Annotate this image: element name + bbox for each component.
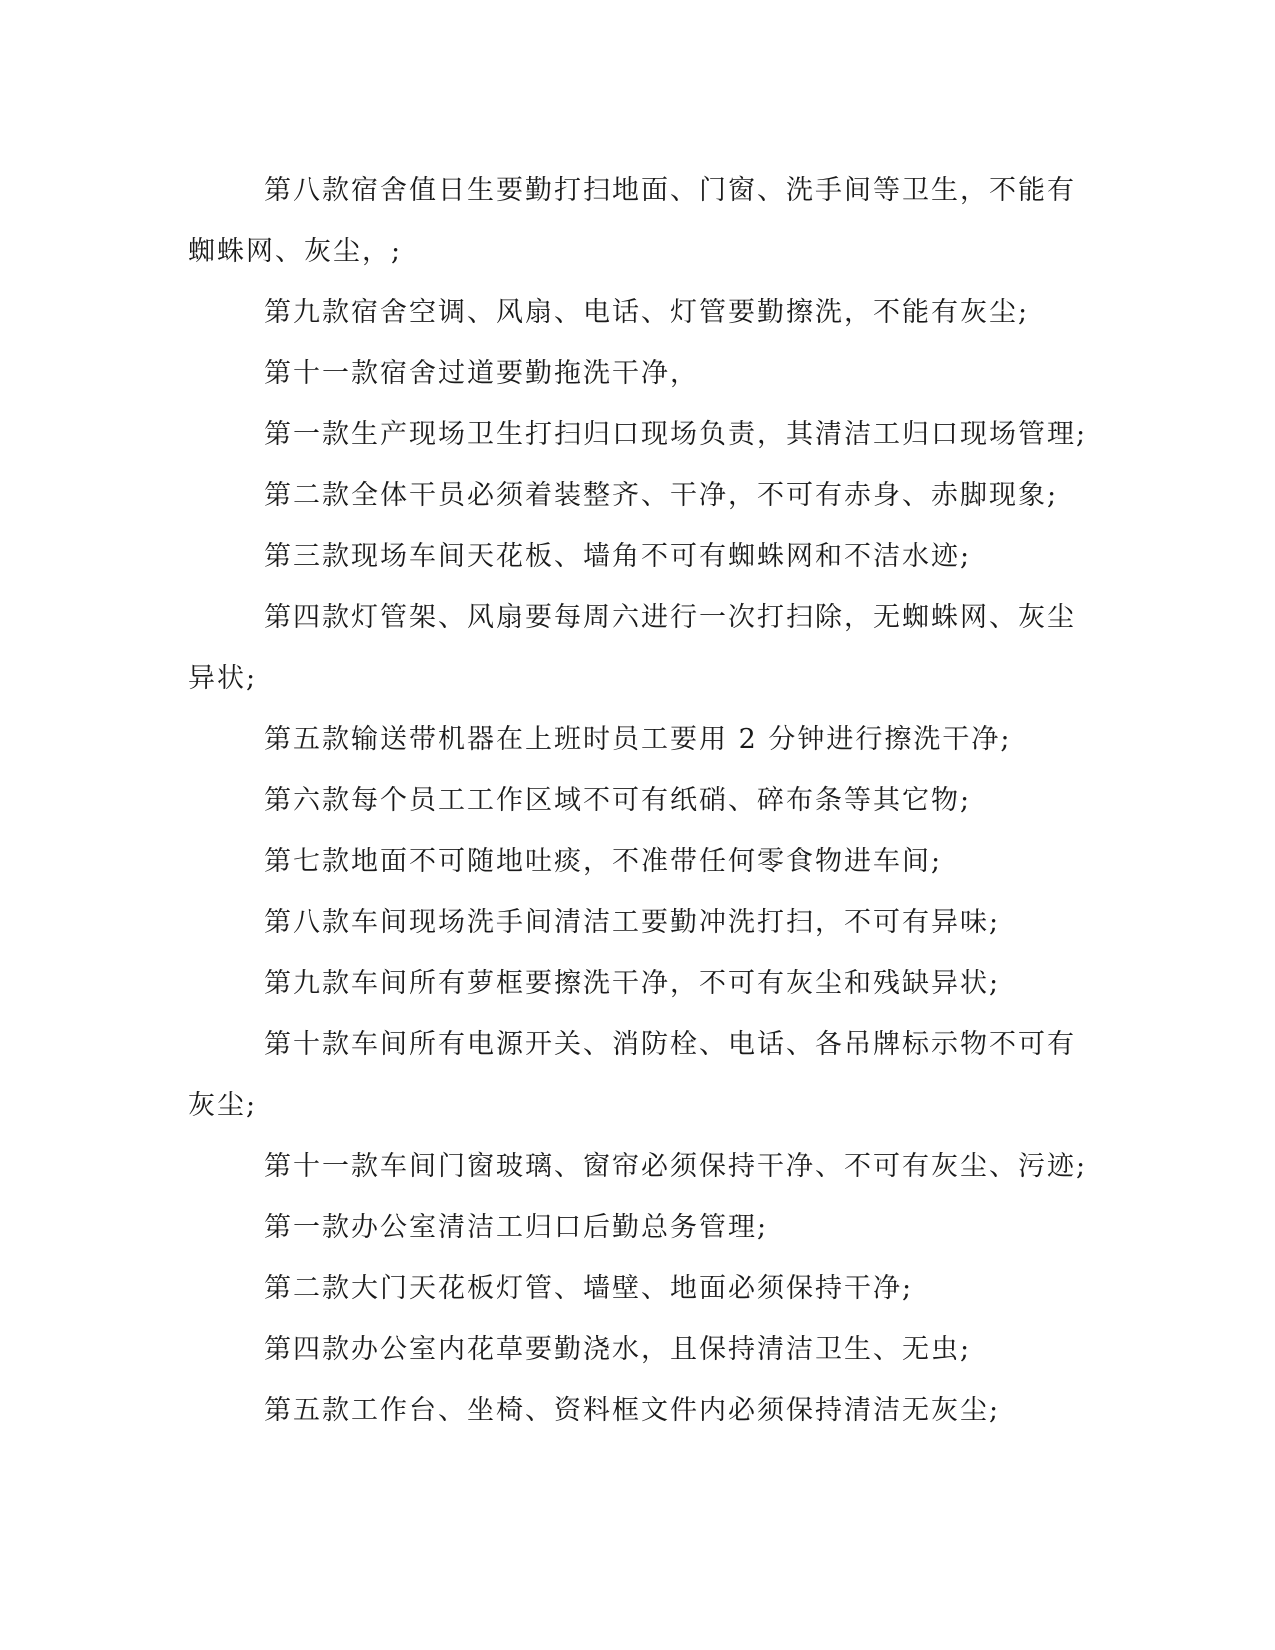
paragraph-16: 第二款大门天花板灯管、墙壁、地面必须保持干净; xyxy=(264,1273,914,1304)
paragraph-9: 第六款每个员工工作区域不可有纸硝、碎布条等其它物; xyxy=(264,785,972,816)
paragraph-5: 第二款全体干员必须着装整齐、干净，不可有赤身、赤脚现象; xyxy=(264,480,1059,511)
paragraph-2: 第九款宿舍空调、风扇、电话、灯管要勤擦洗，不能有灰尘; xyxy=(264,297,1030,328)
paragraph-4: 第一款生产现场卫生打扫归口现场负责，其清洁工归口现场管理; xyxy=(264,419,1088,450)
paragraph-15: 第一款办公室清洁工归口后勤总务管理; xyxy=(264,1212,769,1243)
paragraph-17: 第四款办公室内花草要勤浇水，且保持清洁卫生、无虫; xyxy=(264,1334,972,1365)
paragraph-6: 第三款现场车间天花板、墙角不可有蜘蛛网和不洁水迹; xyxy=(264,541,972,572)
paragraph-11: 第八款车间现场洗手间清洁工要勤冲洗打扫，不可有异味; xyxy=(264,907,1001,938)
paragraph-14: 第十一款车间门窗玻璃、窗帘必须保持干净、不可有灰尘、污迹; xyxy=(264,1151,1088,1182)
paragraph-1: 第八款宿舍值日生要勤打扫地面、门窗、洗手间等卫生，不能有蜘蛛网、灰尘，; xyxy=(188,175,1076,267)
paragraph-10: 第七款地面不可随地吐痰，不准带任何零食物进车间; xyxy=(264,846,943,877)
paragraph-12: 第九款车间所有萝框要擦洗干净，不可有灰尘和残缺异状; xyxy=(264,968,1001,999)
paragraph-3: 第十一款宿舍过道要勤拖洗干净， xyxy=(264,358,699,389)
document-body xyxy=(188,160,1088,1441)
paragraph-8: 第五款输送带机器在上班时员工要用 2 分钟进行擦洗干净; xyxy=(264,724,1012,755)
paragraph-7: 第四款灯管架、风扇要每周六进行一次打扫除，无蜘蛛网、灰尘异状; xyxy=(188,602,1076,694)
paragraph-13: 第十款车间所有电源开关、消防栓、电话、各吊牌标示物不可有灰尘; xyxy=(188,1029,1076,1121)
paragraph-18: 第五款工作台、坐椅、资料框文件内必须保持清洁无灰尘; xyxy=(264,1395,1001,1426)
